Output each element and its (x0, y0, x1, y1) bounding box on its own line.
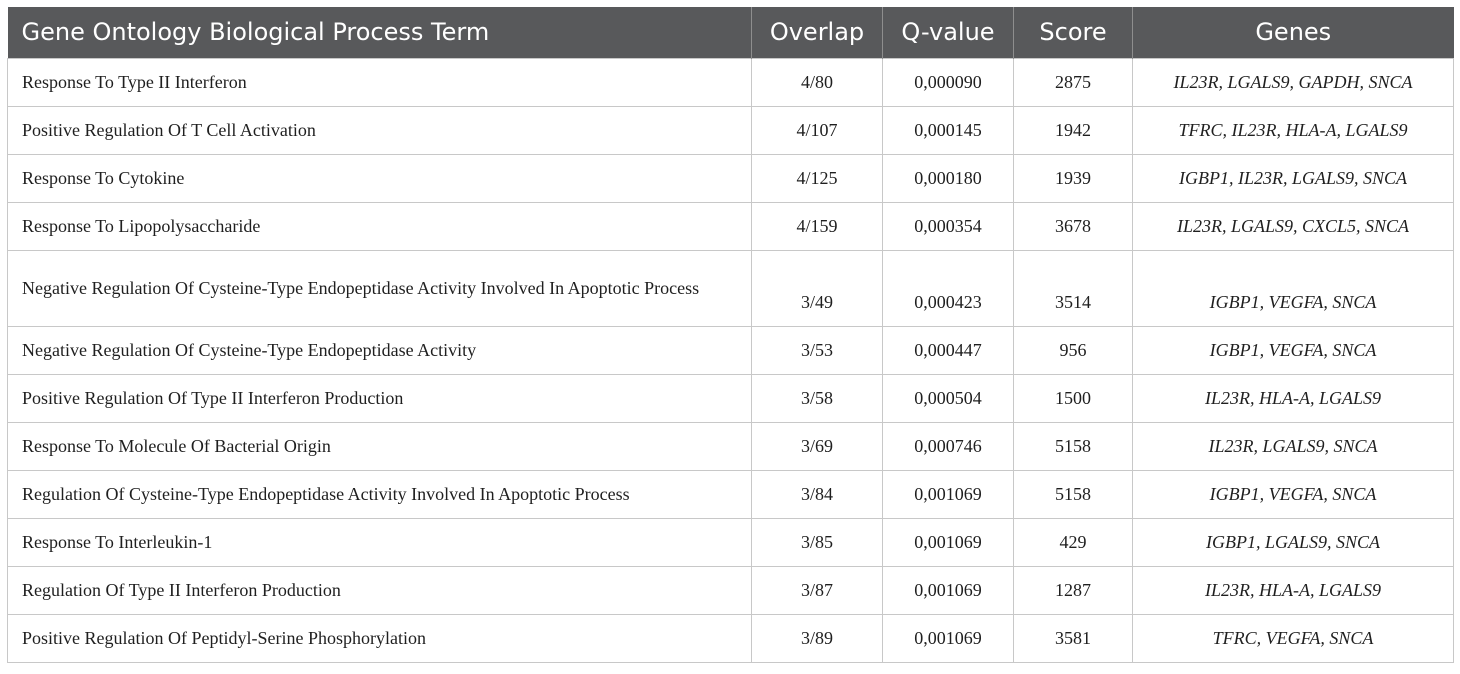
cell-genes: IL23R, LGALS9, CXCL5, SNCA (1133, 202, 1454, 250)
header-genes: Genes (1133, 7, 1454, 58)
table-body (8, 58, 1454, 662)
go-enrichment-table (7, 7, 1454, 663)
cell-overlap: 3/87 (752, 566, 883, 614)
cell-qvalue: 0,000354 (883, 202, 1014, 250)
cell-term: Regulation Of Cysteine-Type Endopeptidase Activity Involved In Apoptotic Process (8, 470, 752, 518)
header-score: Score (1014, 7, 1133, 58)
header-qvalue: Q-value (883, 7, 1014, 58)
cell-term: Positive Regulation Of Peptidyl-Serine Phosphorylation (8, 614, 752, 662)
cell-qvalue: 0,001069 (883, 518, 1014, 566)
cell-term: Response To Lipopolysaccharide (8, 202, 752, 250)
cell-term: Response To Interleukin-1 (8, 518, 752, 566)
cell-qvalue: 0,000180 (883, 154, 1014, 202)
cell-genes: TFRC, VEGFA, SNCA (1133, 614, 1454, 662)
cell-score: 1939 (1014, 154, 1133, 202)
cell-score: 1500 (1014, 374, 1133, 422)
cell-genes: IL23R, HLA-A, LGALS9 (1133, 566, 1454, 614)
table-row (8, 422, 1454, 470)
cell-score: 2875 (1014, 58, 1133, 106)
cell-overlap: 4/159 (752, 202, 883, 250)
table-header (8, 7, 1454, 58)
header-overlap: Overlap (752, 7, 883, 58)
cell-term: Response To Molecule Of Bacterial Origin (8, 422, 752, 470)
cell-term: Negative Regulation Of Cysteine-Type Endopeptidase Activity Involved In Apoptotic Process (8, 250, 752, 326)
table-row (8, 374, 1454, 422)
cell-overlap: 4/125 (752, 154, 883, 202)
cell-genes: IGBP1, VEGFA, SNCA (1133, 470, 1454, 518)
cell-overlap: 3/89 (752, 614, 883, 662)
cell-qvalue: 0,001069 (883, 614, 1014, 662)
cell-genes: IGBP1, LGALS9, SNCA (1133, 518, 1454, 566)
table-row (8, 58, 1454, 106)
table-row (8, 614, 1454, 662)
cell-score: 1942 (1014, 106, 1133, 154)
cell-qvalue: 0,000423 (883, 250, 1014, 326)
table-row (8, 566, 1454, 614)
cell-qvalue: 0,000746 (883, 422, 1014, 470)
table-row (8, 470, 1454, 518)
cell-overlap: 3/69 (752, 422, 883, 470)
cell-genes: IL23R, LGALS9, SNCA (1133, 422, 1454, 470)
cell-overlap: 4/80 (752, 58, 883, 106)
cell-term: Response To Type II Interferon (8, 58, 752, 106)
cell-qvalue: 0,000447 (883, 326, 1014, 374)
table-row (8, 106, 1454, 154)
cell-score: 3581 (1014, 614, 1133, 662)
cell-term: Regulation Of Type II Interferon Production (8, 566, 752, 614)
cell-term: Positive Regulation Of T Cell Activation (8, 106, 752, 154)
cell-score: 429 (1014, 518, 1133, 566)
cell-qvalue: 0,000090 (883, 58, 1014, 106)
table-row (8, 250, 1454, 326)
cell-qvalue: 0,000145 (883, 106, 1014, 154)
header-term: Gene Ontology Biological Process Term (8, 7, 752, 58)
cell-score: 3678 (1014, 202, 1133, 250)
cell-term: Negative Regulation Of Cysteine-Type Endopeptidase Activity (8, 326, 752, 374)
cell-qvalue: 0,001069 (883, 566, 1014, 614)
cell-genes: IGBP1, IL23R, LGALS9, SNCA (1133, 154, 1454, 202)
cell-overlap: 3/58 (752, 374, 883, 422)
cell-qvalue: 0,000504 (883, 374, 1014, 422)
table-row (8, 518, 1454, 566)
cell-score: 3514 (1014, 250, 1133, 326)
cell-score: 1287 (1014, 566, 1133, 614)
cell-genes: IL23R, LGALS9, GAPDH, SNCA (1133, 58, 1454, 106)
cell-overlap: 3/53 (752, 326, 883, 374)
cell-genes: IGBP1, VEGFA, SNCA (1133, 326, 1454, 374)
cell-overlap: 3/85 (752, 518, 883, 566)
cell-genes: TFRC, IL23R, HLA-A, LGALS9 (1133, 106, 1454, 154)
cell-score: 5158 (1014, 470, 1133, 518)
go-enrichment-table-container (7, 7, 1453, 663)
cell-qvalue: 0,001069 (883, 470, 1014, 518)
cell-overlap: 3/84 (752, 470, 883, 518)
cell-term: Positive Regulation Of Type II Interferon Production (8, 374, 752, 422)
cell-score: 956 (1014, 326, 1133, 374)
cell-genes: IGBP1, VEGFA, SNCA (1133, 250, 1454, 326)
cell-overlap: 4/107 (752, 106, 883, 154)
cell-genes: IL23R, HLA-A, LGALS9 (1133, 374, 1454, 422)
cell-score: 5158 (1014, 422, 1133, 470)
table-row (8, 154, 1454, 202)
cell-overlap: 3/49 (752, 250, 883, 326)
table-row (8, 326, 1454, 374)
table-row (8, 202, 1454, 250)
cell-term: Response To Cytokine (8, 154, 752, 202)
header-row (8, 7, 1454, 58)
